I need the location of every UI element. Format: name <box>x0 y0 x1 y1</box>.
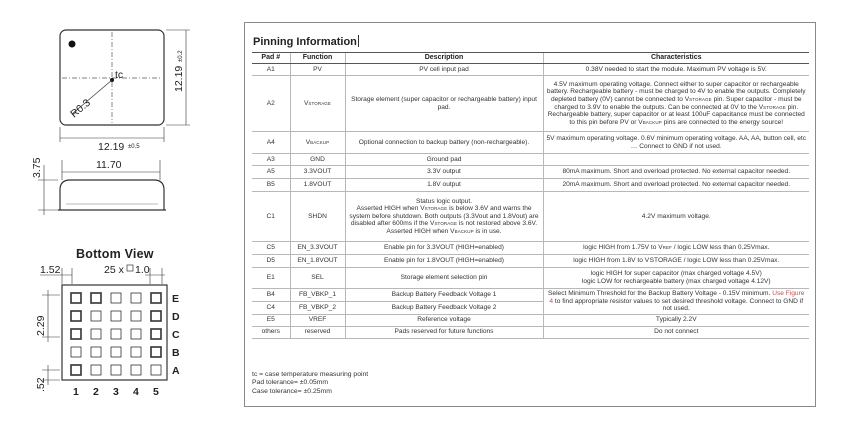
table-row <box>252 242 809 255</box>
cell-pad: D5 <box>252 255 290 268</box>
table-row <box>252 192 809 242</box>
side-view <box>31 157 166 215</box>
table-row <box>252 64 809 76</box>
pad-B1 <box>71 347 81 357</box>
cell-pad: E1 <box>252 268 290 289</box>
cell-characteristics: 4.2V maximum voltage. <box>543 192 809 242</box>
row-label-E: E <box>172 293 180 305</box>
subscript: BACKUP <box>454 228 474 234</box>
pad-C4 <box>131 329 141 339</box>
cell-description: Status logic output. Asserted HIGH when VSTORAGE is below 3.6V and warns the system before shutdown. Both outputs (3.3Vout and 1.8Vout) are disabled after 600ms if the VSTORAGE is not restored above 3.6V. Asserted HIGH when VBACKUP is in use. <box>345 192 543 242</box>
table-row <box>252 314 809 326</box>
col-labels <box>73 386 159 398</box>
top-view <box>60 30 190 153</box>
row-labels <box>172 293 180 377</box>
col-label-2: 2 <box>93 386 99 398</box>
cell-characteristics: logic HIGH for super capacitor (max charged voltage 4.5V) logic LOW for rechargeable battery (max charged voltage 4.12V) <box>543 268 809 289</box>
cell-description: Storage element (super capacitor or rechargeable battery) input pad. <box>345 76 543 132</box>
cell-characteristics: 20mA maximum. Short and overload protected. No external capacitor needed. <box>543 179 809 192</box>
table-row <box>252 132 809 154</box>
cell-pad: B4 <box>252 289 290 302</box>
pad-B4 <box>131 347 141 357</box>
mechanical-drawings <box>0 0 240 425</box>
pinning-table-body <box>252 64 809 339</box>
cell-pad: A1 <box>252 64 290 76</box>
pad-D2 <box>91 311 101 321</box>
cell-characteristics: logic HIGH from 1.8V to V STORAGE / logic LOW less than 0.25Vmax. <box>543 255 809 268</box>
cell-characteristics: Select Minimum Threshold for the Backup Battery Voltage - 0.15V minimum. Use Figure 4 to find appropriate resistor values to set desired threshold voltage. Connect to GND if not used. <box>543 289 809 315</box>
cell-function: 3.3VOUT <box>290 166 345 179</box>
pad-D1 <box>71 311 81 321</box>
cell-function: SHDN <box>290 192 345 242</box>
cell-description: Backup Battery Feedback Voltage 2 <box>345 301 543 314</box>
pad-E5 <box>151 293 161 303</box>
side-width-label: 11.70 <box>96 159 122 171</box>
row-label-B: B <box>172 347 180 359</box>
cell-pad: C5 <box>252 242 290 255</box>
square-pad-icon <box>127 265 133 271</box>
cell-description: Optional connection to backup battery (non-rechargeable). <box>345 132 543 154</box>
cell-description: Ground pad <box>345 154 543 166</box>
table-row <box>252 76 809 132</box>
cell-function: VBACKUP <box>290 132 345 154</box>
row-label-D: D <box>172 311 180 323</box>
pad-E3 <box>111 293 121 303</box>
bottom-edge-label: 1.52 <box>40 264 61 276</box>
pad-D3 <box>111 311 121 321</box>
cell-description: Storage element selection pin <box>345 268 543 289</box>
pad-C3 <box>111 329 121 339</box>
header-characteristics: Characteristics <box>543 53 809 64</box>
figure-4-link[interactable]: Use Figure 4 <box>549 290 805 305</box>
top-width-tol: ±0.5 <box>128 144 140 150</box>
package-drawing-svg <box>0 0 240 425</box>
table-row <box>252 268 809 289</box>
subscript: REF <box>662 245 672 251</box>
pad-A2 <box>91 365 101 375</box>
table-row <box>252 255 809 268</box>
pad-B3 <box>111 347 121 357</box>
cell-characteristics <box>543 154 809 166</box>
cell-description: 1.8V output <box>345 179 543 192</box>
col-label-5: 5 <box>153 386 159 398</box>
subscript: STORAGE <box>763 104 786 110</box>
cell-function: PV <box>290 64 345 76</box>
cell-function: SEL <box>290 268 345 289</box>
bottom-view-title: Bottom View <box>76 247 154 261</box>
pad-B2 <box>91 347 101 357</box>
pad-D4 <box>131 311 141 321</box>
cell-pad: others <box>252 326 290 338</box>
subscript: BACKUP <box>310 139 330 145</box>
cell-function: 1.8VOUT <box>290 179 345 192</box>
cell-characteristics: logic HIGH from 1.75V to VREF / logic LOW less than 0.25Vmax. <box>543 242 809 255</box>
top-height-label: 12.19 <box>173 65 185 92</box>
table-row <box>252 289 809 302</box>
pinning-panel <box>244 22 816 407</box>
pinning-table <box>252 52 809 339</box>
pad-A3 <box>111 365 121 375</box>
table-header-row <box>252 53 809 64</box>
notes <box>252 371 368 396</box>
pad-A5 <box>151 365 161 375</box>
pad-A1 <box>71 365 81 375</box>
bottom-pitch-value: 1.0 <box>135 264 150 276</box>
cell-pad: A2 <box>252 76 290 132</box>
note-tc: tc = case temperature measuring point <box>252 371 369 378</box>
pad-E4 <box>131 293 141 303</box>
radius-label: R0.3 <box>68 96 93 121</box>
cell-pad: B5 <box>252 179 290 192</box>
cell-pad: A5 <box>252 166 290 179</box>
text-cursor <box>358 35 359 47</box>
pad-C1 <box>71 329 81 339</box>
bottom-pitch-label: 25 x <box>104 264 124 276</box>
row-label-C: C <box>172 329 180 341</box>
pinning-title-text: Pinning Information <box>253 36 357 48</box>
table-row <box>252 166 809 179</box>
note-case-tol: Case tolerance= ±0.25mm <box>252 387 332 395</box>
table-row <box>252 179 809 192</box>
cell-description: Reference voltage <box>345 314 543 326</box>
pin1-marker-icon <box>69 41 76 48</box>
cell-function: FB_VBKP_2 <box>290 301 345 314</box>
bottom-offset-label: .52 <box>35 377 47 392</box>
cell-description: Backup Battery Feedback Voltage 1 <box>345 289 543 302</box>
pad-C2 <box>91 329 101 339</box>
cell-description: 3.3V output <box>345 166 543 179</box>
top-width-label: 12.19 <box>98 141 125 153</box>
pad-A4 <box>131 365 141 375</box>
header-pad: Pad # <box>252 53 290 64</box>
cell-function: FB_VBKP_1 <box>290 289 345 302</box>
cell-function: EN_3.3VOUT <box>290 242 345 255</box>
col-label-4: 4 <box>133 386 139 398</box>
table-row <box>252 326 809 338</box>
header-description: Description <box>345 53 543 64</box>
pinning-title <box>253 35 359 48</box>
cell-description: Enable pin for 3.3VOUT (HIGH=enabled) <box>345 242 543 255</box>
row-label-A: A <box>172 365 180 377</box>
bottom-view <box>35 264 180 398</box>
cell-characteristics: 4.5V maximum operating voltage. Connect either to super capacitor or rechargeable battery. Rechargeable battery - must be charged to 4V to enable the outputs. Completely depleted battery (0V) cannot be connected to VSTORAGE pin. Super capacitor - must be charged to 3.9V to enable the outputs. Can be connected at 0V to the VSTORAGE pin. Rechargeable battery, super capacitor or at least 100uF capacitance must be connected to this pin before PV or VBACKUP pins are connected to the energy source! <box>543 76 809 132</box>
pad-grid <box>71 293 161 375</box>
cell-description: Pads reserved for future functions <box>345 326 543 338</box>
cell-pad: C4 <box>252 301 290 314</box>
subscript: BACKUP <box>642 119 662 125</box>
tc-label: tc <box>115 69 124 81</box>
cell-characteristics: 80mA maximum. Short and overload protected. No external capacitor needed. <box>543 166 809 179</box>
cell-function: VSTORAGE <box>290 76 345 132</box>
col-label-1: 1 <box>73 386 79 398</box>
cell-function: VREF <box>290 314 345 326</box>
subscript: STORAGE <box>424 206 448 212</box>
cell-pad: E5 <box>252 314 290 326</box>
table-row <box>252 154 809 166</box>
header-function: Function <box>290 53 345 64</box>
cell-pad: A4 <box>252 132 290 154</box>
subscript: STORAGE <box>689 96 712 102</box>
subscript: STORAGE <box>434 221 458 227</box>
pad-E1 <box>71 293 81 303</box>
note-pad-tol: Pad tolerance= ±0.05mm <box>252 379 329 387</box>
cell-characteristics: 0.38V needed to start the module. Maximum PV voltage is 5V. <box>543 64 809 76</box>
cell-pad: C1 <box>252 192 290 242</box>
pad-D5 <box>151 311 161 321</box>
cell-function: reserved <box>290 326 345 338</box>
pad-E2 <box>91 293 101 303</box>
subscript: STORAGE <box>308 100 332 106</box>
cell-description: Enable pin for 1.8VOUT (HIGH=enabled) <box>345 255 543 268</box>
pad-B5 <box>151 347 161 357</box>
pad-C5 <box>151 329 161 339</box>
top-height-tol: ±0.2 <box>178 50 184 62</box>
cell-function: GND <box>290 154 345 166</box>
cell-characteristics: Do not connect <box>543 326 809 338</box>
side-height-label: 3.75 <box>31 157 43 178</box>
cell-characteristics: Typically 2.2V <box>543 314 809 326</box>
cell-pad: A3 <box>252 154 290 166</box>
cell-characteristics: 5V maximum operating voltage. 0.6V minimum operating voltage. AA, AA, button cell, etc … Connect to GND if not used. <box>543 132 809 154</box>
col-label-3: 3 <box>113 386 119 398</box>
cell-function: EN_1.8VOUT <box>290 255 345 268</box>
bottom-height-label: 2.29 <box>35 315 47 336</box>
cell-description: PV cell input pad <box>345 64 543 76</box>
